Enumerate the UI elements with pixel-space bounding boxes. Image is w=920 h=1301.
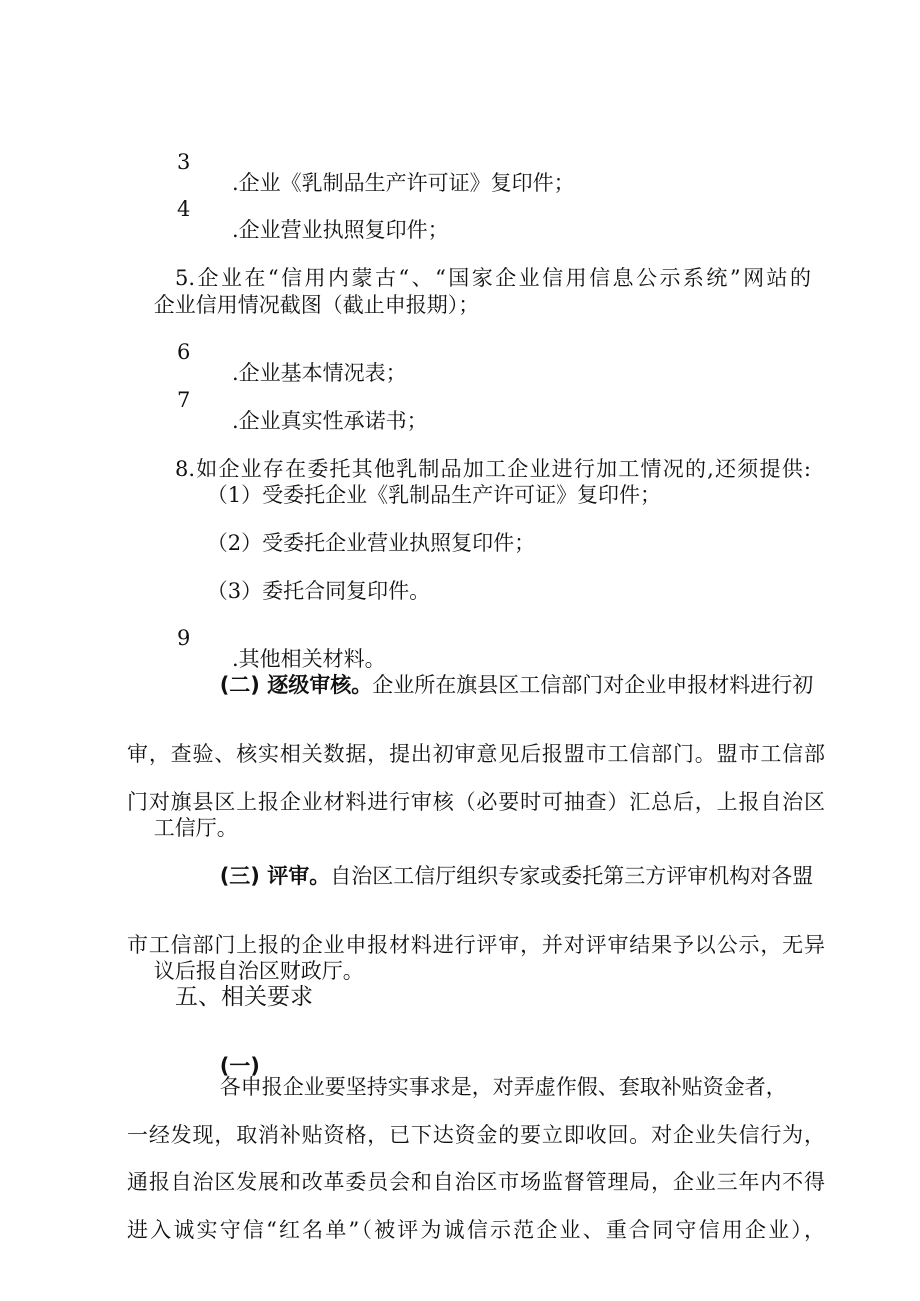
item-text: 企业信用情况截图（截止申报期）； — [153, 293, 480, 317]
sub-item-3 — [180, 560, 430, 623]
item-text: .企业《乳制品生产许可证》复印件； — [232, 171, 575, 195]
paragraph-line: 市工信部门上报的企业申报材料进行评审，并对评审结果予以公示，无异 — [127, 933, 825, 957]
item-number: 6 — [177, 340, 191, 364]
section-3-title: (三) 评审。 — [219, 864, 331, 888]
paragraph-line: 审，查验、核实相关数据，提出初审意见后报盟市工信部门。盟市工信部 — [127, 742, 825, 766]
sub-item-text: （3）委托合同复印件。 — [206, 579, 431, 603]
item-text: .其他相关材料。 — [232, 647, 386, 671]
item-text: 5.企业在“信用内蒙古“、“国家企业信用信息公示系统”网站的 — [175, 266, 811, 290]
item-number: 4 — [177, 197, 191, 221]
item-text: .企业营业执照复印件； — [232, 218, 449, 242]
sub-item-text: （2）受委托企业营业执照复印件； — [206, 531, 536, 555]
p1-title: (一) — [219, 1054, 260, 1078]
paragraph-line: 通报自治区发展和改革委员会和自治区市场监督管理局，企业三年内不得 — [127, 1170, 825, 1194]
paragraph-line: 进入诚实守信“红名单”（被评为诚信示范企业、重合同守信用企业）， — [127, 1218, 825, 1242]
list-item-4 — [0, 178, 449, 262]
p1-text: 各申报企业要坚持实事求是，对弄虚作假、套取补贴资金者， — [219, 1075, 787, 1099]
section-5-p1-line-4 — [127, 1178, 825, 1283]
sub-item-text: （1）受委托企业《乳制品生产许可证》复印件； — [206, 483, 662, 507]
section-5-heading: 五、相关要求 — [175, 984, 313, 1010]
item-text: .企业真实性承诺书； — [232, 409, 428, 433]
paragraph-line: 一经发现，取消补贴资格，已下达资金的要立即收回。对企业失信行为， — [127, 1123, 825, 1147]
section-2-text: 企业所在旗县区工信部门对企业申报材料进行初 — [372, 673, 814, 697]
item-number: 9 — [177, 626, 191, 650]
item-text: 8.如企业存在委托其他乳制品加工企业进行加工情况的,还须提供: — [175, 457, 811, 481]
item-text: .企业基本情况表； — [232, 361, 407, 385]
paragraph-line: 门对旗县区上报企业材料进行审核（必要时可抽查）汇总后，上报自治区 — [127, 790, 825, 814]
list-item-5-continued — [127, 274, 479, 337]
item-number: 3 — [177, 150, 191, 174]
paragraph-line: 工信厅。 — [153, 816, 238, 840]
item-number: 7 — [177, 388, 191, 412]
section-3-text: 自治区工信厅组织专家或委托第三方评审机构对各盟 — [330, 864, 814, 888]
paragraph-line: 议后报自治区财政厅。 — [153, 959, 364, 983]
section-2-title: (二) 逐级审核。 — [219, 673, 373, 697]
